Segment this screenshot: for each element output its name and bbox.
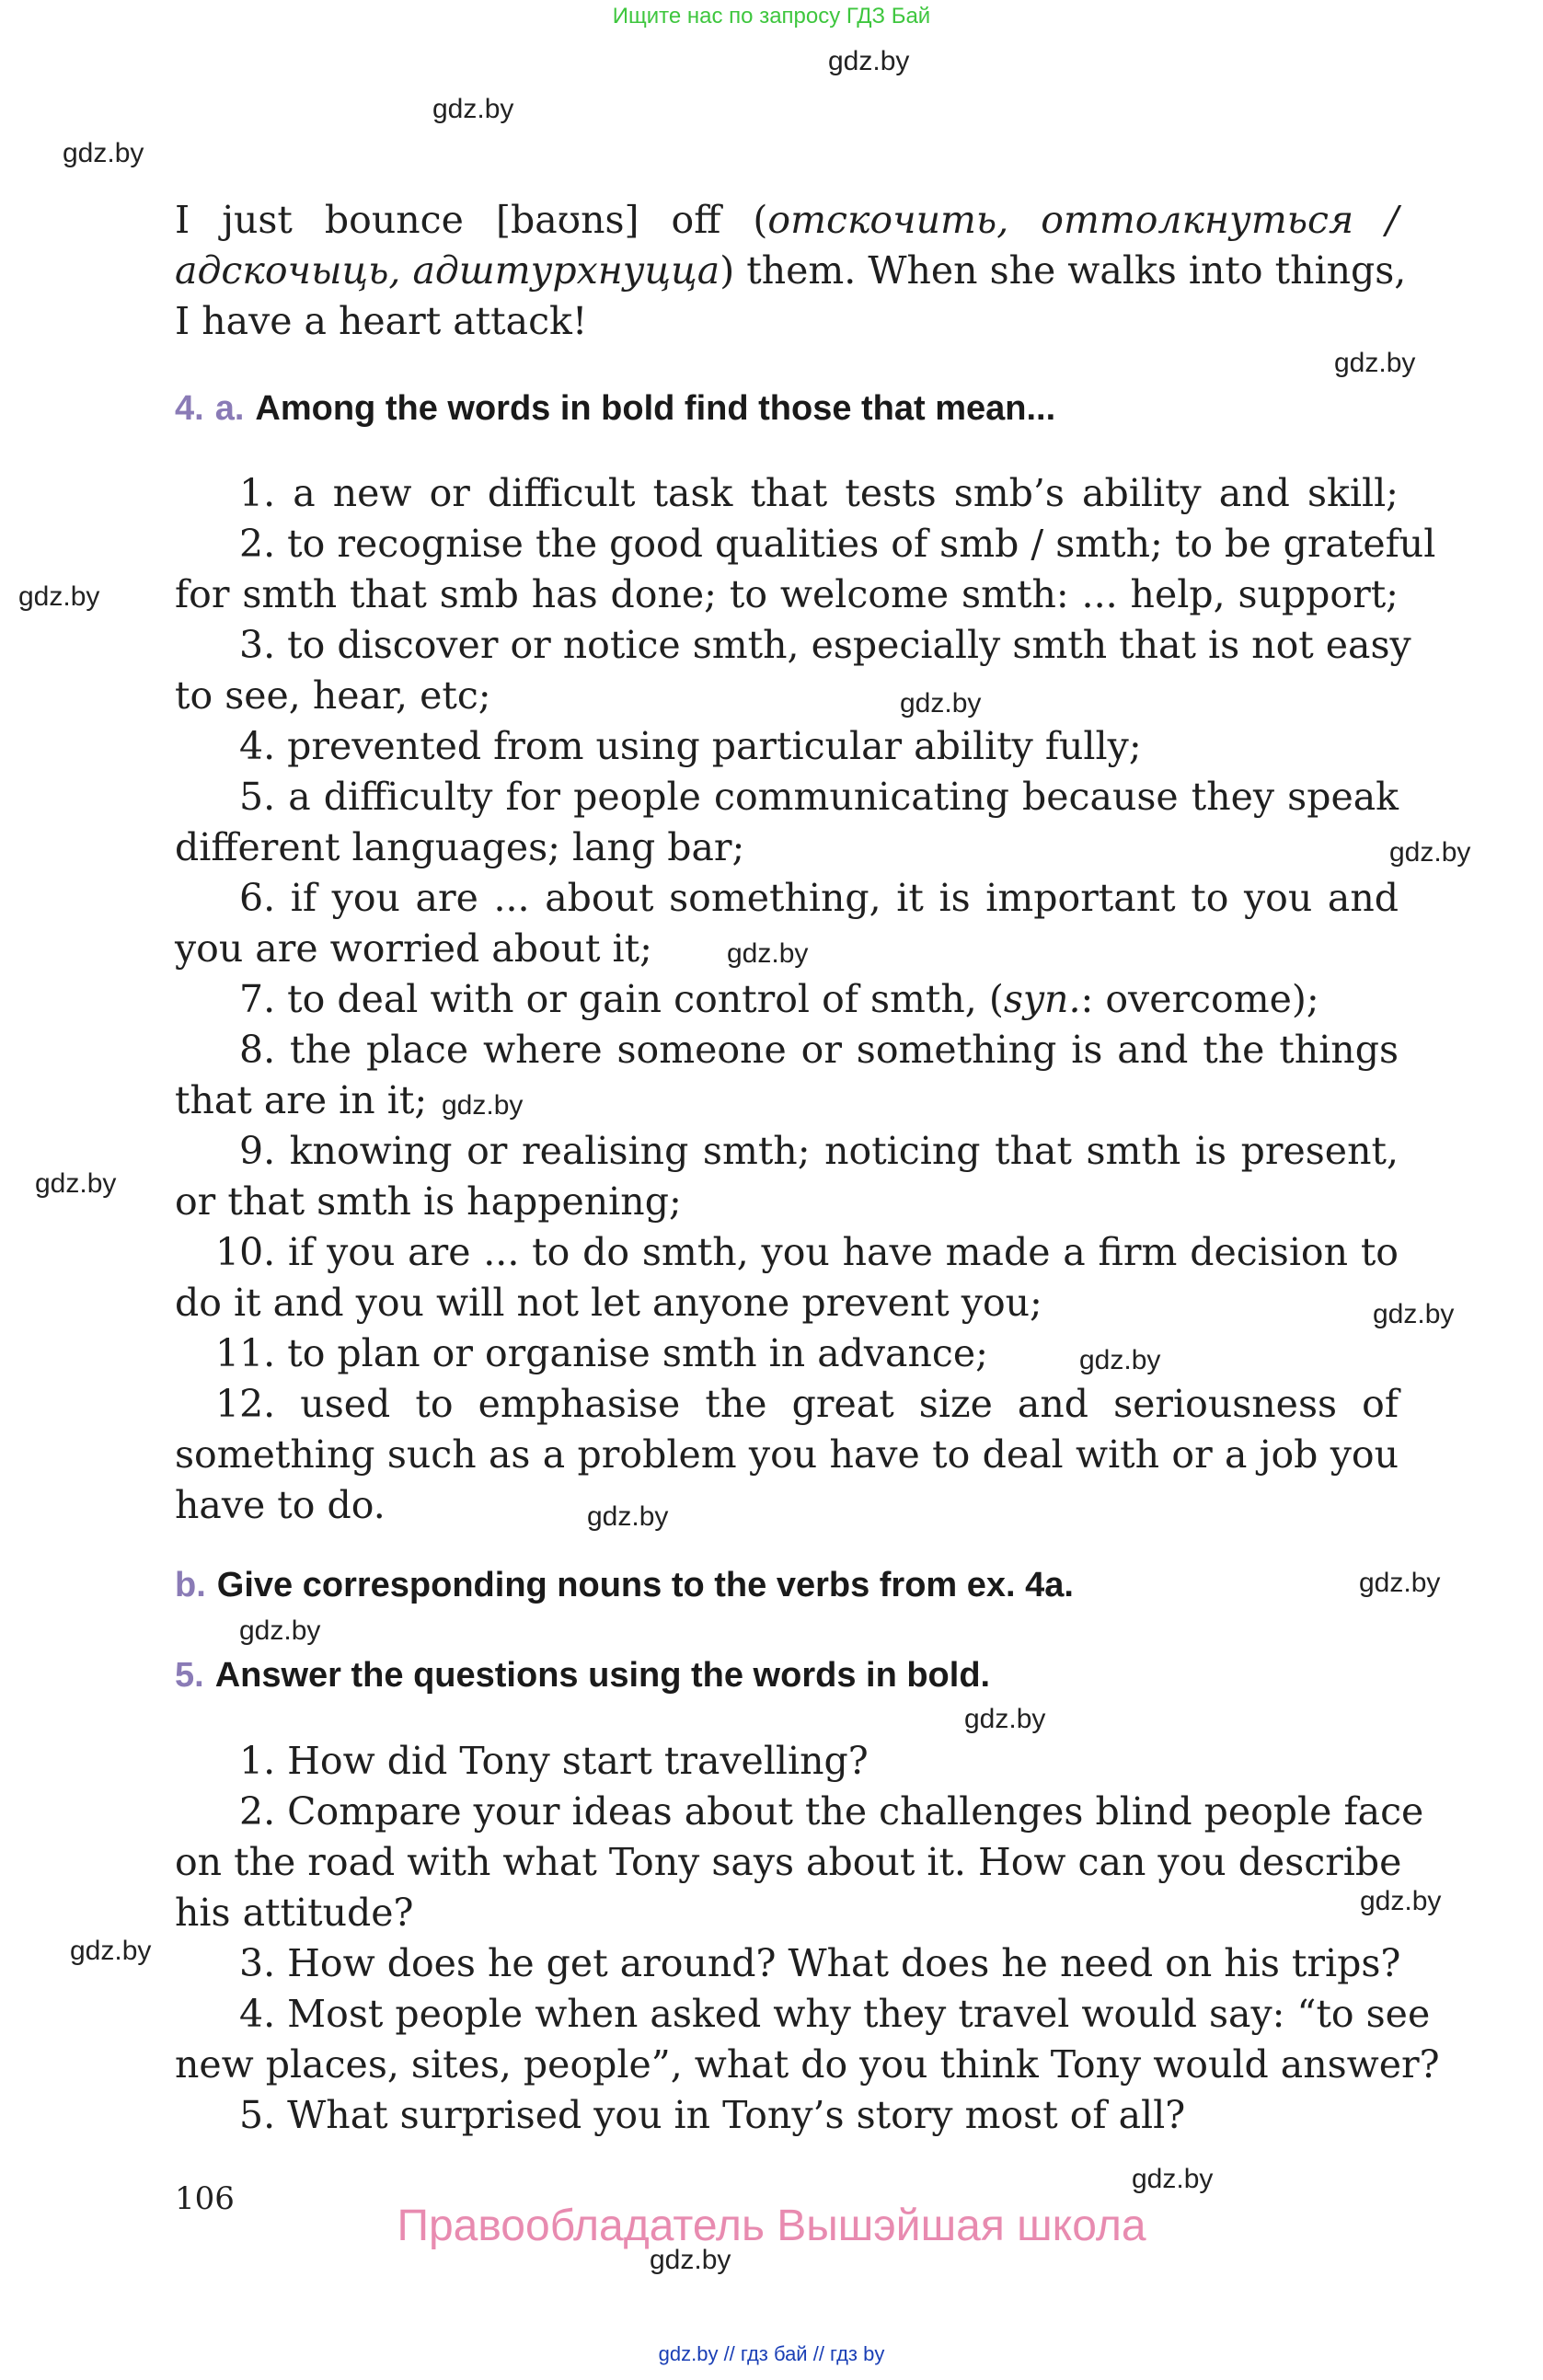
- list-item: to see, hear, etc;: [175, 673, 491, 718]
- watermark: gdz.by: [587, 1501, 669, 1532]
- watermark: gdz.by: [1359, 1568, 1441, 1598]
- watermark: gdz.by: [1334, 348, 1416, 378]
- watermark: gdz.by: [650, 2245, 731, 2275]
- list-item: you are worried about it;: [175, 926, 652, 971]
- watermark: gdz.by: [1360, 1886, 1442, 1916]
- watermark: gdz.by: [35, 1168, 117, 1199]
- watermark: gdz.by: [1389, 837, 1471, 868]
- question-item: new places, sites, people”, what do you think Tony would answer?: [175, 2042, 1440, 2087]
- list-item: 8. the place where someone or something is and the things: [239, 1028, 1399, 1072]
- watermark: gdz.by: [900, 688, 982, 719]
- top-banner: Ищите нас по запросу ГДЗ Бай: [612, 4, 931, 29]
- page-number: 106: [175, 2180, 235, 2217]
- watermark: gdz.by: [432, 94, 514, 124]
- list-item: 3. to discover or notice smth, especially smth that is not easy: [239, 623, 1411, 667]
- watermark: gdz.by: [18, 581, 100, 612]
- list-item: 2. to recognise the good qualities of smb / smth; to be grateful: [239, 522, 1436, 566]
- question-item: 2. Compare your ideas about the challenges blind people face: [239, 1789, 1424, 1834]
- exercise-5-heading: 5. Answer the questions using the words in bold.: [175, 1656, 991, 1695]
- exercise-4b-heading: b. Give corresponding nouns to the verbs from ex. 4a.: [175, 1566, 1074, 1604]
- list-item: 10. if you are ... to do smth, you have made a firm decision to: [215, 1230, 1399, 1274]
- list-item: different languages; lang bar;: [175, 825, 745, 869]
- list-item: 1. a new or difficult task that tests smb’s ability and skill;: [239, 471, 1399, 515]
- intro-line: I have a heart attack!: [175, 299, 588, 343]
- intro-line: I just bounce [baʊns] off (отскочить, оттолкнуться /: [175, 198, 1399, 242]
- list-item: for smth that smb has done; to welcome smth: ... help, support;: [175, 572, 1399, 616]
- watermark: gdz.by: [828, 46, 910, 76]
- list-item: 7. to deal with or gain control of smth, (syn.: overcome);: [239, 977, 1319, 1021]
- list-item: do it and you will not let anyone prevent you;: [175, 1281, 1042, 1325]
- exercise-4a-heading: 4. a. Among the words in bold find those that mean...: [175, 389, 1056, 428]
- watermark: gdz.by: [964, 1704, 1046, 1734]
- question-item: 5. What surprised you in Tony’s story most of all?: [239, 2093, 1186, 2137]
- list-item: 5. a difficulty for people communicating because they speak: [239, 775, 1399, 819]
- watermark: gdz.by: [442, 1090, 524, 1121]
- list-item: 4. prevented from using particular ability fully;: [239, 724, 1142, 768]
- watermark: gdz.by: [1079, 1345, 1161, 1375]
- watermark: gdz.by: [63, 138, 144, 168]
- question-item: on the road with what Tony says about it. How can you describe: [175, 1840, 1402, 1884]
- list-item: that are in it;: [175, 1078, 428, 1122]
- watermark: gdz.by: [1132, 2164, 1214, 2194]
- question-item: 3. How does he get around? What does he need on his trips?: [239, 1941, 1401, 1985]
- bottom-links[interactable]: gdz.by // гдз бай // гдз by: [658, 2342, 885, 2365]
- watermark: gdz.by: [70, 1936, 152, 1966]
- list-item: or that smth is happening;: [175, 1179, 682, 1224]
- question-item: 4. Most people when asked why they travel would say: “to see: [239, 1992, 1431, 2036]
- list-item: have to do.: [175, 1483, 386, 1527]
- list-item: something such as a problem you have to deal with or a job you: [175, 1432, 1399, 1477]
- list-item: 6. if you are ... about something, it is important to you and: [239, 876, 1399, 920]
- list-item: 12. used to emphasise the great size and seriousness of: [215, 1382, 1399, 1426]
- question-item: his attitude?: [175, 1891, 414, 1935]
- watermark: gdz.by: [1373, 1299, 1455, 1329]
- watermark: gdz.by: [727, 938, 809, 969]
- watermark: gdz.by: [239, 1615, 321, 1646]
- copyright-notice: Правообладатель Вышэйшая школа: [397, 2202, 1146, 2250]
- list-item: 9. knowing or realising smth; noticing that smth is present,: [239, 1129, 1399, 1173]
- question-item: 1. How did Tony start travelling?: [239, 1739, 869, 1783]
- list-item: 11. to plan or organise smth in advance;: [215, 1331, 988, 1375]
- intro-line: адскочыць, адштурхнуцца) them. When she walks into things,: [175, 248, 1407, 293]
